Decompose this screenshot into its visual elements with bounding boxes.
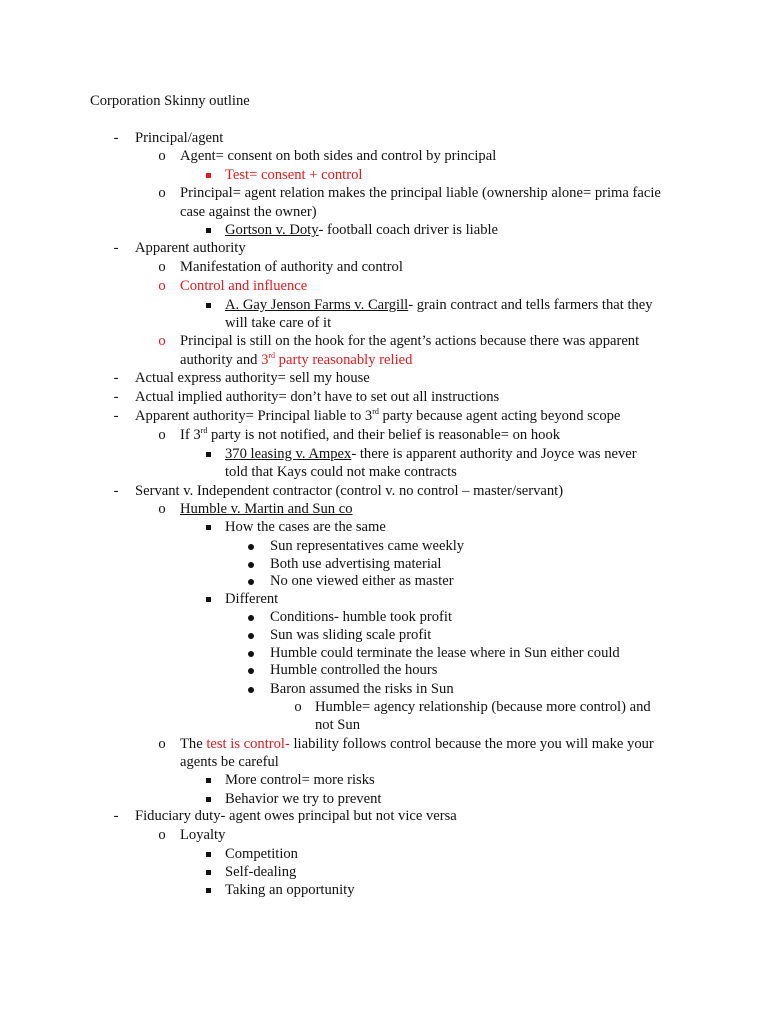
- outline-item: Taking an opportunity: [225, 882, 355, 898]
- outline-item: Competition: [225, 846, 298, 862]
- case-name: A. Gay Jenson Farms v. Cargill: [225, 297, 409, 313]
- circle-marker: o: [158, 427, 166, 443]
- square-marker: [201, 166, 215, 184]
- dash-marker: -: [113, 389, 119, 405]
- outline-item: Baron assumed the risks in Sun: [270, 681, 454, 697]
- outline-item: Agent= consent on both sides and control by principal: [180, 148, 497, 164]
- outline-item: Apparent authority: [135, 240, 246, 256]
- outline-item-cont: [180, 351, 412, 369]
- outline-item: If 3rd party is not notified, and their belief is reasonable= on hook: [180, 426, 561, 443]
- case-name: 370 leasing v. Ampex: [225, 446, 352, 462]
- dash-marker: -: [113, 370, 119, 386]
- square-marker: [201, 445, 215, 463]
- square-marker: [201, 518, 215, 536]
- outline-item: Fiduciary duty- agent owes principal but not vice versa: [135, 808, 457, 824]
- outline-item: Principal= agent relation makes the principal liable (ownership alone= prima facie: [180, 185, 661, 201]
- outline-item: Sun was sliding scale profit: [270, 627, 432, 643]
- document-title: Corporation Skinny outline: [90, 93, 250, 109]
- outline-item: Behavior we try to prevent: [225, 791, 382, 807]
- outline-item: No one viewed either as master: [270, 573, 454, 589]
- text-run-red: 3rd party reasonably relied: [261, 351, 413, 368]
- square-marker: [201, 590, 215, 608]
- circle-marker: o: [158, 736, 166, 752]
- circle-marker: o: [158, 185, 166, 201]
- circle-marker: o: [158, 501, 166, 517]
- outline-item: Servant v. Independent contractor (control v. no control – master/servant): [135, 483, 564, 499]
- square-marker: [201, 863, 215, 881]
- square-marker: [201, 221, 215, 239]
- outline-item-cont: told that Kays could not make contracts: [225, 464, 457, 480]
- outline-item-cont: not Sun: [315, 717, 361, 733]
- square-marker: [201, 881, 215, 899]
- bullet-marker: [244, 626, 258, 644]
- case-name: Humble v. Martin and Sun co: [180, 501, 353, 517]
- outline-item: Different: [225, 591, 279, 607]
- bullet-marker: [244, 644, 258, 662]
- circle-marker: o: [158, 827, 166, 843]
- case-note: - there is apparent authority and Joyce was never: [351, 446, 637, 462]
- bullet-marker: [244, 608, 258, 626]
- outline-item-red: Control and influence: [180, 278, 308, 294]
- outline-item-cont: case against the owner): [180, 204, 317, 220]
- dash-marker: -: [113, 130, 119, 146]
- outline-item: [225, 221, 498, 239]
- bullet-marker: [244, 680, 258, 698]
- bullet-marker: [244, 537, 258, 555]
- dash-marker: -: [113, 808, 119, 824]
- square-marker: [201, 296, 215, 314]
- square-marker: [201, 771, 215, 789]
- outline-item-cont: agents be careful: [180, 754, 279, 770]
- square-marker: [201, 845, 215, 863]
- outline-item: More control= more risks: [225, 772, 375, 788]
- dash-marker: -: [113, 483, 119, 499]
- outline-item: Self-dealing: [225, 864, 297, 880]
- circle-marker: o: [158, 259, 166, 275]
- case-note: - grain contract and tells farmers that they: [408, 297, 653, 313]
- text-run-red: test is control-: [206, 736, 290, 752]
- outline-item: Actual express authority= sell my house: [135, 370, 370, 386]
- outline-item: Humble could terminate the lease where in Sun either could: [270, 645, 620, 661]
- dash-marker: -: [113, 408, 119, 424]
- outline-item: Sun representatives came weekly: [270, 538, 465, 554]
- square-marker: [201, 790, 215, 808]
- circle-marker: o: [158, 148, 166, 164]
- outline-item: Both use advertising material: [270, 556, 442, 572]
- outline-item: Actual implied authority= don’t have to set out all instructions: [135, 389, 500, 405]
- outline-item: Conditions- humble took profit: [270, 609, 453, 625]
- outline-item: Principal is still on the hook for the agent’s actions because there was apparent: [180, 333, 640, 349]
- outline-item: Humble= agency relationship (because more control) and: [315, 699, 651, 715]
- dash-marker: -: [113, 240, 119, 256]
- outline-item: The test is control- liability follows control because the more you will make your: [180, 736, 654, 752]
- outline-item: Manifestation of authority and control: [180, 259, 403, 275]
- circle-marker: o: [158, 278, 166, 294]
- case-name: Gortson v. Doty: [225, 222, 319, 238]
- outline-item: Humble controlled the hours: [270, 662, 438, 678]
- outline-item: [225, 296, 653, 314]
- text-run: authority and: [180, 352, 262, 368]
- circle-marker: o: [158, 333, 166, 349]
- circle-marker: o: [294, 699, 302, 715]
- bullet-marker: [244, 555, 258, 573]
- case-note: - football coach driver is liable: [318, 222, 499, 238]
- bullet-marker: [244, 572, 258, 590]
- outline-item: Apparent authority= Principal liable to 3rd party because agent acting beyond scope: [135, 407, 621, 424]
- outline-item: Principal/agent: [135, 130, 224, 146]
- outline-item-cont: will take care of it: [225, 315, 332, 331]
- outline-item: How the cases are the same: [225, 519, 386, 535]
- outline-item: Loyalty: [180, 827, 226, 843]
- bullet-marker: [244, 661, 258, 679]
- outline-item-red: Test= consent + control: [225, 167, 363, 183]
- outline-item: [225, 445, 637, 463]
